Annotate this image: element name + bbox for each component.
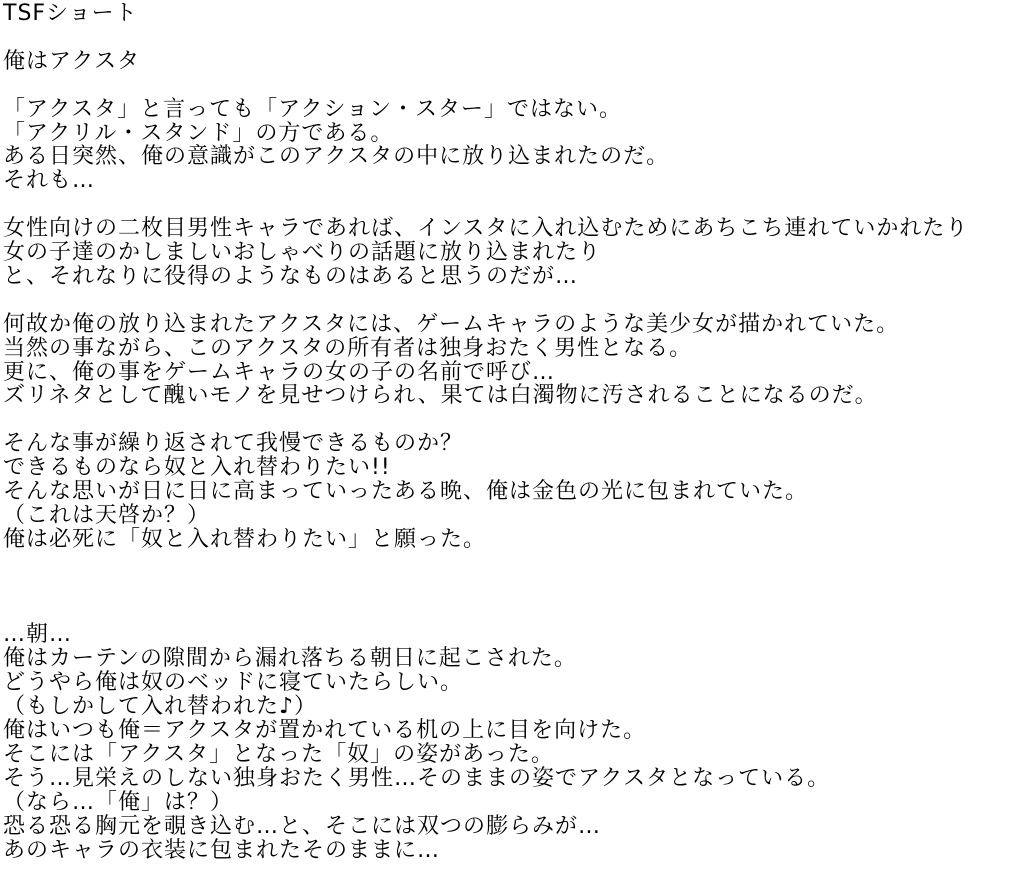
text-line: ある日突然、俺の意識がこのアクスタの中に放り込まれたのだ。 (3, 144, 670, 170)
text-line: 更に、俺の事をゲームキャラの女の子の名前で呼び… (3, 359, 556, 385)
text-line (3, 552, 1017, 576)
text-line: 何故か俺の放り込まれたアクスタには、ゲームキャラのような美少女が描かれていた。 (3, 311, 900, 337)
text-line (3, 289, 1017, 313)
text-line: あのキャラの衣装に包まれたそのままに… (3, 837, 441, 863)
text-line (3, 576, 1017, 600)
text-line: 俺はいつも俺＝アクスタが置かれている机の上に目を向けた。 (3, 718, 647, 744)
text-line: （これは天啓か？） (3, 502, 211, 528)
text-line: そんな事が繰り返されて我慢できるものか？ (3, 431, 464, 457)
text-line: そう…見栄えのしない独身おたく男性…そのままの姿でアクスタとなっている。 (3, 765, 831, 791)
text-line: できるものなら奴と入れ替わりたい!! (3, 455, 391, 481)
text-line: 女性向けの二枚目男性キャラであれば、インスタに入れ込むためにあちこち連れていかれたり (3, 216, 969, 242)
text-line: （もしかして入れ替われた♪） (3, 694, 318, 720)
text-line (3, 193, 1017, 217)
text-line: 女の子達のかしましいおしゃべりの話題に放り込まれたり (3, 240, 602, 266)
text-line (3, 600, 1017, 624)
text-line: 俺はカーテンの隙間から漏れ落ちる朝日に起こされた。 (3, 646, 577, 672)
text-line: 「アクリル・スタンド」の方である。 (3, 120, 394, 146)
text-line: 恐る恐る胸元を覗き込む…と、そこには双つの膨らみが… (3, 813, 602, 839)
text-line: どうやら俺は奴のベッドに寝ていたらしい。 (3, 670, 464, 696)
text-line: 当然の事ながら、このアクスタの所有者は独身おたく男性となる。 (3, 335, 693, 361)
text-line: ズリネタとして醜いモノを見せつけられ、果ては白濁物に汚されることになるのだ。 (3, 383, 878, 409)
text-line (3, 74, 1017, 98)
text-line: …朝… (3, 622, 73, 648)
text-line: そこには「アクスタ」となった「奴」の姿があった。 (3, 741, 554, 767)
text-line: それも… (3, 168, 96, 194)
text-line: 「アクスタ」と言っても「アクション・スター」ではない。 (3, 96, 623, 122)
text-line: そんな思いが日に日に高まっていったある晩、俺は金色の光に包まれていた。 (3, 479, 809, 505)
story-text (3, 2, 1017, 863)
text-line: 俺はアクスタ (3, 48, 141, 74)
text-line: と、それなりに役得のようなものはあると思うのだが… (3, 263, 579, 289)
text-line: TSFショート (3, 1, 138, 26)
text-line (3, 26, 1017, 50)
text-line (3, 408, 1017, 432)
text-line: 俺は必死に「奴と入れ替わりたい」と願った。 (3, 526, 487, 552)
text-line: （なら…「俺」は？） (3, 789, 234, 815)
